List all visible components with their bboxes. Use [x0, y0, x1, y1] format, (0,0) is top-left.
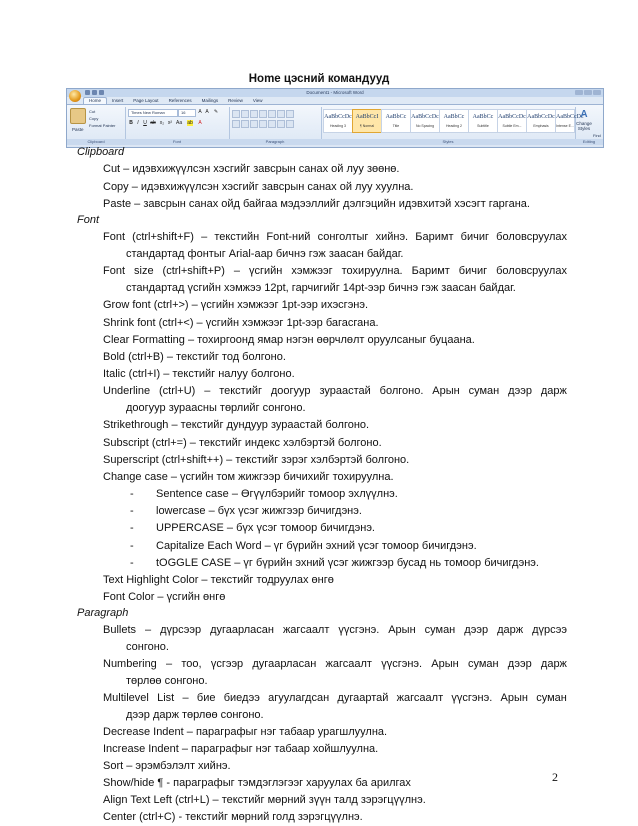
list-item-subscript: Subscript (ctrl+=) – текстийг индекс хэлбэртэй болгоно. [103, 437, 382, 449]
save-icon [85, 90, 90, 95]
list-item-bullets: Bullets – дүрсээр дугаарласан жагсаалт үүсгэнэ. Арын суман дээр дарж дүрсээ [103, 624, 567, 636]
tab-view: View [252, 98, 263, 103]
list-item-font-color: Font Color – үсгийн өнгө [103, 591, 226, 603]
close-icon [593, 90, 601, 95]
bold-icon: B [129, 120, 133, 126]
font-size-box: 16 [178, 109, 196, 117]
align-left-icon [232, 120, 240, 128]
align-right-icon [250, 120, 258, 128]
editing-group-label: Editing [575, 139, 603, 145]
word-ribbon-screenshot [66, 88, 604, 148]
list-item-change-case: Change case – үсгийн том жижгээр бичихийг тохируулна. [103, 471, 394, 483]
list-item-numbering: Numbering – тоо, үсгээр дугаарласан жагсаалт үүсгэнэ. Арын суман дээр дарж [103, 658, 567, 670]
multilevel-list-icon [250, 110, 258, 118]
superscript-icon: x² [167, 120, 173, 126]
section-heading-paragraph: Paragraph [77, 607, 129, 619]
font-group-label: Font [125, 139, 229, 145]
list-item-font: Font (ctrl+shift+F) – текстийн Font-ний сонголтыг хийнэ. Баримт бичиг боловсруулах [103, 231, 567, 243]
case-option-lowercase: lowercase – бүх үсэг жижгээр бичигдэнэ. [156, 505, 362, 517]
clipboard-group-label: Clipboard [67, 139, 125, 145]
style-normal: AaBbCcI ¶ Normal [352, 109, 382, 133]
numbering-icon [241, 110, 249, 118]
quick-access-toolbar [85, 90, 113, 95]
paste-icon [70, 108, 86, 124]
section-heading-font: Font [77, 214, 100, 226]
list-item-underline: Underline (ctrl+U) – текстийг доогуур зураастай болгоно. Арын суман дээр дарж [103, 385, 567, 397]
case-option-sentence: Sentence case – Өгүүлбэрийг томоор эхлүүлнэ. [156, 488, 398, 500]
find-label: Find [593, 133, 601, 138]
bullets-icon [232, 110, 240, 118]
case-option-uppercase: UPPERCASE – бүх үсэг томоор бичигдэнэ. [156, 522, 375, 534]
list-item-underline-cont: доогуур зураасны төрлийг сонгоно. [126, 402, 306, 414]
style-heading-3: AaBbCcDc Heading 3 [323, 109, 353, 133]
strikethrough-icon: ab [150, 120, 156, 126]
tab-mailings: Mailings [201, 98, 219, 103]
style-no-spacing: AaBbCcDc No Spacing [410, 109, 440, 133]
tab-home: Home [83, 97, 107, 104]
borders-icon [286, 120, 294, 128]
underline-icon: U [143, 120, 147, 126]
ribbon-body [67, 104, 603, 147]
increase-indent-icon [268, 110, 276, 118]
shading-icon [277, 120, 285, 128]
list-item-shrink-font: Shrink font (ctrl+<) – үсгийн хэмжээг 1pt-ээр багасгана. [103, 317, 379, 329]
list-item-decrease-indent: Decrease Indent – параграфыг нэг табаар урагшлуулна. [103, 726, 388, 738]
list-item-multilevel: Multilevel List – бие биедээ агуулагдсан дугаартай жагсаалт үүсгэнэ. Арын суман [103, 692, 567, 704]
subscript-icon: x₂ [159, 120, 165, 126]
style-emphasis: AaBbCcDc Emphasis [526, 109, 556, 133]
section-heading-clipboard: Clipboard [77, 146, 125, 158]
show-hide-icon [286, 110, 294, 118]
window-title: Document1 - Microsoft Word [306, 90, 364, 95]
styles-group-label: Styles [321, 139, 575, 145]
page-number: 2 [552, 770, 558, 784]
paragraph-row-2 [232, 120, 295, 127]
page-title: Home цэсний командууд [248, 73, 390, 85]
dash-marker: - [130, 557, 134, 569]
clear-formatting-icon: ✎ [213, 109, 219, 115]
maximize-icon [584, 90, 592, 95]
ribbon-tabs [83, 97, 268, 104]
decrease-indent-icon [259, 110, 267, 118]
list-item-increase-indent: Increase Indent – параграфыг нэг табаар хойшлуулна. [103, 743, 379, 755]
list-item-clear-formatting: Clear Formatting – тохиргоонд ямар нэгэн өөрчлөлт оруулсаныг буцаана. [103, 334, 475, 346]
list-item-strikethrough: Strikethrough – текстийг дундуур зураастай болгоно. [103, 419, 370, 431]
shrink-font-icon: A [205, 109, 209, 115]
list-item-superscript: Superscript (ctrl+shift++) – текстийг зэрэг хэлбэртэй болгоно. [103, 454, 410, 466]
dash-marker: - [130, 522, 134, 534]
style-subtitle: AaBbCc Subtitle [468, 109, 498, 133]
copy-label: Copy [89, 116, 99, 121]
list-item-copy: Copy – идэвхижүүлсэн хэсгийг завсрын санах ой луу хуулна. [103, 181, 414, 193]
tab-review: Review [228, 98, 243, 103]
case-option-toggle: tOGGLE CASE – үг бүрийн эхний үсэг жижгээр бусад нь томоор бичигдэнэ. [156, 557, 539, 569]
format-painter-label: Format Painter [89, 123, 116, 128]
window-controls [574, 90, 601, 96]
list-item-show-hide: Show/hide ¶ - параграфыг тэмдэглэгээг харуулах ба арилгах [103, 777, 411, 789]
list-item-sort: Sort – эрэмбэлэлт хийнэ. [103, 760, 231, 772]
list-item-highlight: Text Highlight Color – текстийг тодруулах өнгө [103, 574, 334, 586]
tab-references: References [168, 98, 192, 103]
tab-page-layout: Page Layout [133, 98, 159, 103]
paragraph-row-1 [232, 110, 295, 117]
change-case-icon: Aa [176, 120, 183, 126]
style-heading-2: AaBbCc Heading 2 [439, 109, 469, 133]
list-item-multilevel-cont: дээр дарж төрлөө сонгоно. [126, 709, 264, 721]
list-item-font-size: Font size (ctrl+shift+P) – үсгийн хэмжээг тохируулна. Баримт бичиг боловсруулах [103, 265, 567, 277]
list-item-italic: Italic (ctrl+I) – текстийг налуу болгоно. [103, 368, 295, 380]
style-subtle-emphasis: AaBbCcDc Subtle Em... [497, 109, 527, 133]
list-item-numbering-cont: төрлөө сонгоно. [126, 675, 208, 687]
ribbon-title-bar [67, 89, 603, 97]
font-color-icon: A [198, 120, 202, 126]
dash-marker: - [130, 488, 134, 500]
line-spacing-icon [268, 120, 276, 128]
grow-font-icon: A [198, 109, 202, 115]
tab-insert: Insert [112, 98, 124, 103]
change-styles: A Change Styles [576, 109, 592, 131]
minimize-icon [575, 90, 583, 95]
dash-marker: - [130, 505, 134, 517]
list-item-font-size-cont: стандартад үсгийн хэмжээ 12pt, гарчигийг 14pt-ээр бичнэ гэж заасан байдаг. [126, 282, 516, 294]
highlight-icon: ab [187, 120, 193, 126]
cut-label: Cut [89, 109, 96, 114]
justify-icon [259, 120, 267, 128]
font-name-box: Times New Roman [128, 109, 178, 117]
italic-icon: I [137, 120, 139, 126]
redo-icon [99, 90, 104, 95]
list-item-font-cont: стандартад фонтыг Arial-аар бичнэ гэж заасан байдаг. [126, 248, 404, 260]
list-item-bullets-cont: сонгоно. [126, 641, 169, 653]
editing-group [575, 107, 603, 145]
list-item-cut: Cut – идэвхижүүлсэн хэсгийг завсрын санах ой луу зөөнө. [103, 163, 400, 175]
paragraph-group [229, 107, 322, 145]
change-styles-icon: A [580, 109, 588, 120]
list-item-paste: Paste – завсрын санах ойд байгаа мэдээллийг дэлгэцийн идэвхитэй хэсэгт гаргана. [103, 198, 530, 210]
undo-icon [92, 90, 97, 95]
clipboard-group [67, 107, 126, 145]
paste-label: Paste [72, 127, 84, 132]
dash-marker: - [130, 540, 134, 552]
center-icon [241, 120, 249, 128]
paragraph-group-label: Paragraph [229, 139, 321, 145]
list-item-grow-font: Grow font (ctrl+>) – үсгийн хэмжээг 1pt-ээр ихэсгэнэ. [103, 299, 369, 311]
list-item-bold: Bold (ctrl+B) – текстийг тод болгоно. [103, 351, 286, 363]
style-intense-emphasis: AaBbCcDc Intense E... [555, 109, 575, 133]
font-group [125, 107, 230, 145]
list-item-align-left: Align Text Left (ctrl+L) – текстийг мөрний зүүн талд зэрэгцүүлнэ. [103, 794, 426, 806]
case-option-capitalize: Capitalize Each Word – үг бүрийн эхний үсэг томоор бичигдэнэ. [156, 540, 477, 552]
style-title: AaBbCc Title [381, 109, 411, 133]
office-button-icon [69, 90, 81, 102]
sort-icon [277, 110, 285, 118]
list-item-center: Center (ctrl+C) - текстийг мөрний голд зэрэгцүүлнэ. [103, 811, 363, 823]
